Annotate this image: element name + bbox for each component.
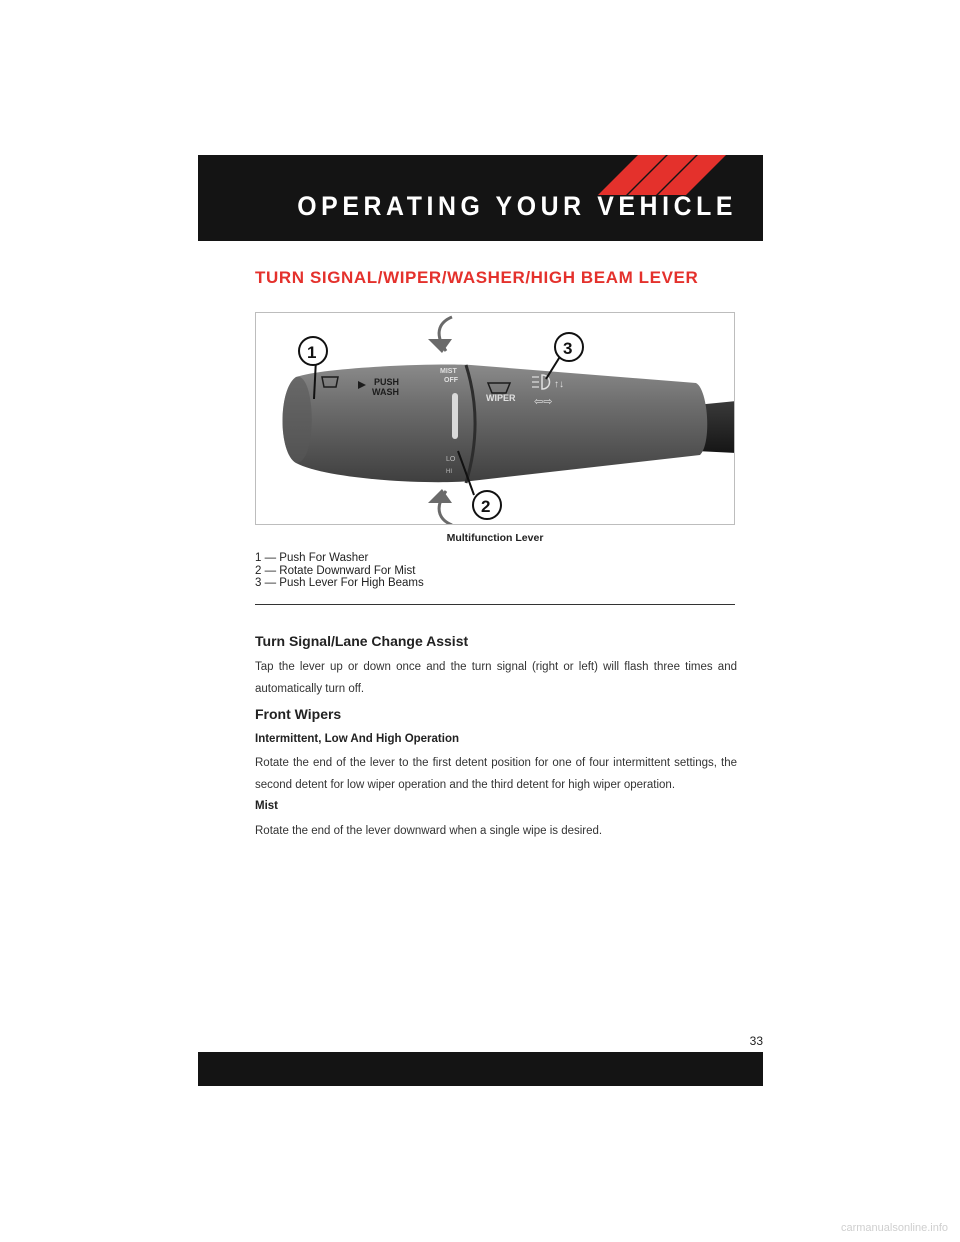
legend-item: 3 — Push Lever For High Beams (255, 577, 424, 589)
callout-2-label: 2 (481, 497, 491, 516)
beam-toggle-arrows-icon: ↑↓ (554, 379, 564, 390)
callout-3-label: 3 (563, 339, 573, 358)
section-title: TURN SIGNAL/WIPER/WASHER/HIGH BEAM LEVER (255, 268, 699, 287)
lever-end-cap (283, 377, 312, 463)
legend-item: 1 — Push For Washer (255, 552, 369, 564)
turn-signal-body: Tap the lever up or down once and the turn signal (right or left) will flash three times and automatically turn off. (255, 661, 737, 695)
header-title: OPERATING YOUR VEHICLE (297, 191, 737, 221)
watermark: carmanualsonline.info (840, 1222, 948, 1234)
lever-wiper-label: WIPER (486, 393, 516, 403)
page-number: 33 (749, 1034, 763, 1048)
lever-hi-label: HI (446, 469, 452, 475)
lever-illustration (256, 313, 735, 525)
turn-signal-arrows-icon: ⇦⇨ (534, 396, 553, 408)
lever-lo-label: LO (446, 456, 456, 463)
intermittent-heading: Intermittent, Low And High Operation (255, 733, 460, 745)
figure-legend (255, 552, 735, 590)
lever-body (283, 365, 708, 483)
mist-body: Rotate the end of the lever downward when a single wipe is desired. (255, 825, 603, 837)
lever-mist-label: MIST (440, 368, 457, 375)
figure-caption: Multifunction Lever (446, 532, 544, 544)
turn-signal-heading: Turn Signal/Lane Change Assist (255, 633, 469, 649)
lever-off-label: OFF (444, 377, 458, 384)
mist-heading: Mist (255, 800, 278, 812)
legend-item: 2 — Rotate Downward For Mist (255, 564, 416, 577)
figure-multifunction-lever (255, 312, 735, 525)
page-header-bar (198, 155, 763, 241)
rotate-up-arrowhead-icon (428, 339, 452, 353)
intermittent-body: Rotate the end of the lever to the first detent position for one of four intermittent settings, the second detent for low wiper operation and the third detent for high wiper operation. (255, 757, 737, 791)
page-footer-bar (198, 1052, 763, 1086)
lever-push-label: PUSH (374, 377, 400, 387)
legend-divider (255, 604, 735, 605)
callout-1-label: 1 (307, 343, 317, 362)
rotate-down-arrowhead-icon (428, 489, 452, 503)
lever-indicator-slot (452, 393, 458, 439)
lever-wash-label: WASH (372, 387, 399, 397)
front-wipers-heading: Front Wipers (255, 706, 342, 722)
